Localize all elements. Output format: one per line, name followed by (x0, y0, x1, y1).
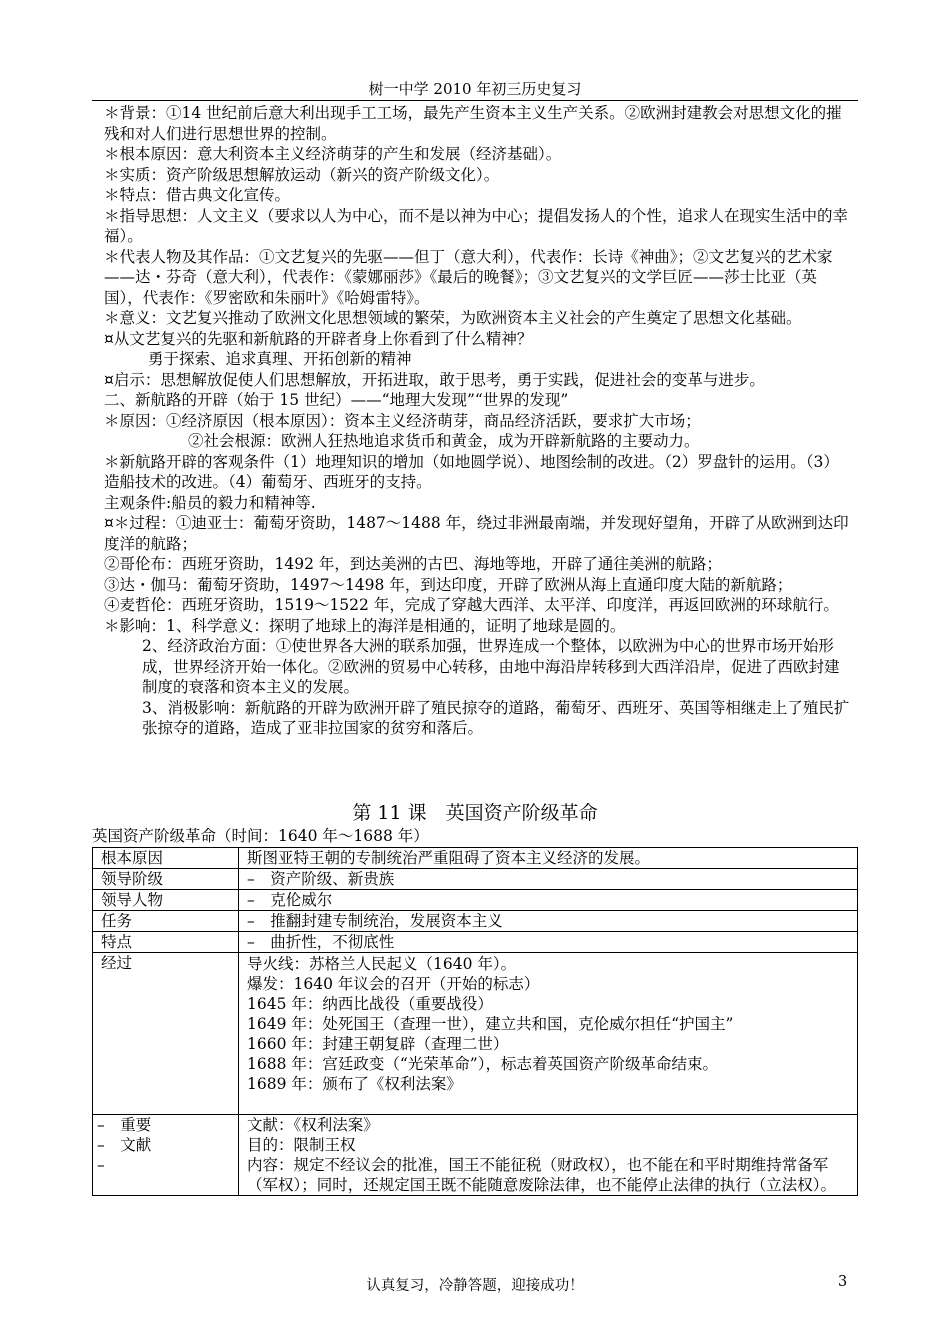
row-key: 特点 (93, 932, 239, 953)
page-footer: 认真复习，冷静答题，迎接成功！ (366, 1278, 584, 1294)
body-line: ＊新航路开辟的客观条件（1）地理知识的增加（如地圆学说）、地图绘制的改进。（2）罗盘针的运用。（3）造船技术的改进。（4）葡萄牙、西班牙的支持。 (104, 452, 839, 491)
body-line: ③达・伽马：葡萄牙资助，1497～1498 年，到达印度，开辟了欧洲从海上直通印度大陆的新航路； (104, 575, 793, 594)
row-key: 根本原因 (93, 848, 239, 869)
document-cell (239, 1115, 858, 1196)
body-line: 2、经济政治方面：①使世界各大洲的联系加强，世界连成一个整体，以欧洲为中心的世界市场开始形成，世界经济开始一体化。②欧洲的贸易中心转移，由地中海沿岸转移到大西洋沿岸，促进了西欧封建制度的衰落和资本主义的发展。 (142, 637, 840, 696)
row-value: – 克伦威尔 (239, 890, 858, 911)
process-line: 爆发：1640 年议会的召开（开始的标志） (247, 975, 540, 993)
section-heading: 二、新航路的开辟（始于 15 世纪）——“地理大发现”“世界的发现” (104, 391, 569, 409)
body-line: ＊根本原因：意大利资本主义经济萌芽的产生和发展（经济基础）。 (104, 145, 562, 163)
row-key: 领导人物 (93, 890, 239, 911)
row-value: 斯图亚特王朝的专制统治严重阻碍了资本主义经济的发展。 (239, 848, 858, 869)
body-line: ＊原因：①经济原因（根本原因）：资本主义经济萌芽，商品经济活跃，要求扩大市场； (104, 411, 701, 430)
body-line: ＊代表人物及其作品：①文艺复兴的先驱——但丁（意大利），代表作：长诗《神曲》；②文艺复兴的艺术家——达・芬奇（意大利），代表作：《蒙娜丽莎》《最后的晚餐》；③文艺复兴的文学巨匠——莎士比亚（英国），代表作：《罗密欧和朱丽叶》《哈姆雷特》。 (104, 247, 833, 307)
document-line: 内容：规定不经议会的批准，国王不能征税（财政权），也不能在和平时期维持常备军（军权）；同时，还规定国王既不能随意废除法律，也不能停止法律的执行（立法权）。 (247, 1156, 837, 1194)
body-line: ＊意义：文艺复兴推动了欧洲文化思想领域的繁荣，为欧洲资本主义社会的产生奠定了思想文化基础。 (104, 309, 802, 327)
body-line: ④麦哲伦：西班牙资助，1519～1522 年，完成了穿越大西洋、太平洋、印度洋，再返回欧洲的环球航行。 (104, 596, 839, 614)
table-row-document (93, 1115, 858, 1196)
key-line: – 重要 (97, 1116, 152, 1134)
revolution-table (92, 847, 858, 1196)
table-row (93, 932, 858, 953)
body-line: ¤从文艺复兴的先驱和新航路的开辟者身上你看到了什么精神？ (104, 329, 533, 348)
row-value: – 推翻封建专制统治，发展资本主义 (239, 911, 858, 932)
body-line: ②哥伦布：西班牙资助，1492 年，到达美洲的古巴、海地等地，开辟了通往美洲的航路； (104, 555, 722, 573)
key-line: – (97, 1156, 105, 1174)
body-text (104, 103, 854, 739)
row-key: 任务 (93, 911, 239, 932)
body-line: 3、消极影响：新航路的开辟为欧洲开辟了殖民掠夺的道路，葡萄牙、西班牙、英国等相继走上了殖民扩张掠夺的道路，造成了亚非拉国家的贫穷和落后。 (142, 698, 850, 737)
header-rule (92, 100, 858, 101)
body-line: ＊指导思想：人文主义（要求以人为中心，而不是以神为中心；提倡发扬人的个性，追求人在现实生活中的幸福）。 (104, 206, 849, 245)
lesson-title: 第 11 课 英国资产阶级革命 (352, 802, 598, 824)
row-value: – 曲折性，不彻底性 (239, 932, 858, 953)
process-line: 1688 年：宫廷政变（“光荣革命”），标志着英国资产阶级革命结束。 (247, 1055, 718, 1073)
page-number: 3 (838, 1274, 848, 1290)
body-line: ②社会根源：欧洲人狂热地追求货币和黄金，成为开辟新航路的主要动力。 (188, 432, 700, 450)
row-key: 经过 (93, 953, 239, 1115)
table-row (93, 869, 858, 890)
body-line: 勇于探索、追求真理、开拓创新的精神 (148, 350, 412, 368)
table-row (93, 911, 858, 932)
row-key: 领导阶级 (93, 869, 239, 890)
table-caption: 英国资产阶级革命（时间：1640 年～1688 年） (92, 827, 429, 845)
process-line: 1645 年：纳西比战役（重要战役） (247, 995, 493, 1013)
table-row (93, 848, 858, 869)
body-line: ＊特点：借古典文化宣传。 (104, 186, 291, 204)
row-key (93, 1115, 239, 1196)
body-line: ¤启示：思想解放促使人们思想解放，开拓进取，敢于思考，勇于实践，促进社会的变革与进步。 (104, 370, 765, 389)
document-line: 文献：《权利法案》 (247, 1116, 379, 1134)
body-line: ＊背景：①14 世纪前后意大利出现手工工场，最先产生资本主义生产关系。②欧洲封建教会对思想文化的摧残和对人们进行思想世界的控制。 (104, 104, 842, 143)
document-line: 目的：限制王权 (247, 1136, 356, 1154)
table-row-process (93, 953, 858, 1115)
body-line: ＊影响：1、科学意义：探明了地球上的海洋是相通的，证明了地球是圆的。 (104, 616, 626, 635)
page-header: 树一中学 2010 年初三历史复习 (368, 80, 582, 98)
table-row (93, 890, 858, 911)
process-line: 导火线：苏格兰人民起义（1640 年）。 (247, 955, 517, 973)
process-cell (239, 953, 858, 1115)
process-line: 1689 年：颁布了《权利法案》 (247, 1075, 462, 1093)
body-line: ¤＊过程：①迪亚士：葡萄牙资助，1487～1488 年，绕过非洲最南端，并发现好望角，开辟了从欧洲到达印度洋的航路； (104, 514, 849, 553)
body-line: ＊实质：资产阶级思想解放运动（新兴的资产阶级文化）。 (104, 165, 500, 184)
key-line: – 文献 (97, 1136, 152, 1154)
body-line: 主观条件:船员的毅力和精神等. (104, 493, 316, 512)
process-line: 1660 年：封建王朝复辟（查理二世） (247, 1035, 509, 1053)
row-value: – 资产阶级、新贵族 (239, 869, 858, 890)
process-line: 1649 年：处死国王（查理一世），建立共和国，克伦威尔担任“护国主” (247, 1015, 734, 1033)
